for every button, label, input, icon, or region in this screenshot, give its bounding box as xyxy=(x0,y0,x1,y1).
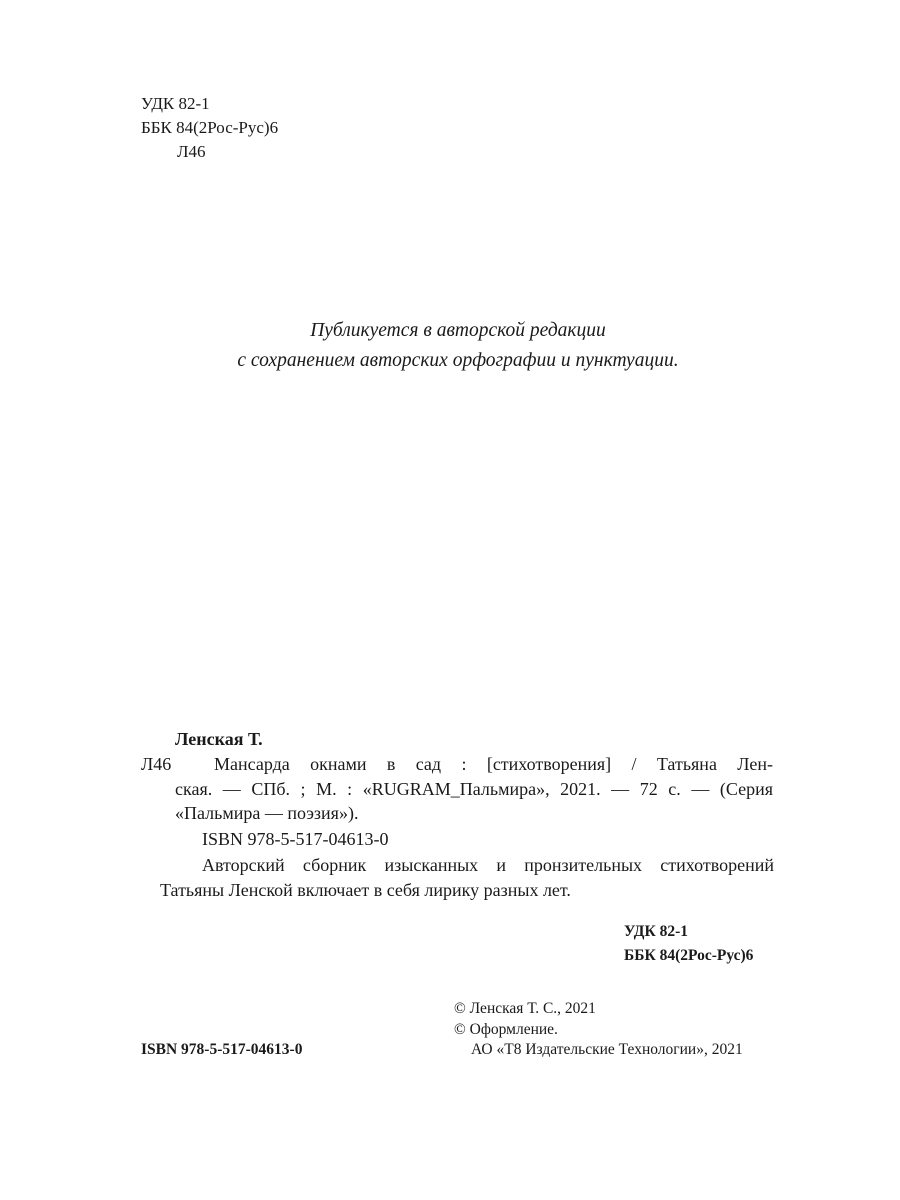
footer-isbn: ISBN 978-5-517-04613-0 xyxy=(141,1041,303,1058)
footer-classification-codes xyxy=(624,920,753,968)
bib-description xyxy=(175,752,773,826)
footer-udk-code: УДК 82-1 xyxy=(624,923,688,940)
copyright-publisher: АО «Т8 Издательские Технологии», 2021 xyxy=(471,1041,743,1058)
copyright-block xyxy=(454,999,743,1061)
annotation-line-1: Авторский сборник изысканных и пронзительных стихотворений xyxy=(202,855,774,875)
udk-code: УДК 82-1 xyxy=(141,94,210,113)
editorial-note-line-2: с сохранением авторских орфографии и пунктуации. xyxy=(237,350,679,371)
author-mark: Л46 xyxy=(177,142,206,161)
annotation-line-2: Татьяны Ленской включает в себя лирику разных лет. xyxy=(160,880,571,900)
classification-codes xyxy=(141,92,278,164)
copyright-author: © Ленская Т. С., 2021 xyxy=(454,1000,596,1017)
bib-line-2: ская. — СПб. ; М. : «RUGRAM_Пальмира», 2021. — 72 с. — (Серия xyxy=(175,778,773,799)
bbk-code: ББК 84(2Рос-Рус)6 xyxy=(141,118,279,137)
copyright-design: © Оформление. xyxy=(454,1020,558,1038)
footer-bbk-code: ББК 84(2Рос-Рус)6 xyxy=(624,947,754,964)
editorial-note xyxy=(0,316,900,376)
bib-isbn: ISBN 978-5-517-04613-0 xyxy=(202,829,389,849)
bib-line-3: «Пальмира — поэзия»). xyxy=(175,803,359,823)
bib-author-mark: Л46 xyxy=(141,754,172,774)
editorial-note-line-1: Публикуется в авторской редакции xyxy=(310,320,606,341)
annotation xyxy=(160,853,774,903)
bib-author: Ленская Т. xyxy=(175,729,263,749)
bib-line-1: Мансарда окнами в сад : [стихотворения] / Татьяна Лен- xyxy=(214,754,773,774)
